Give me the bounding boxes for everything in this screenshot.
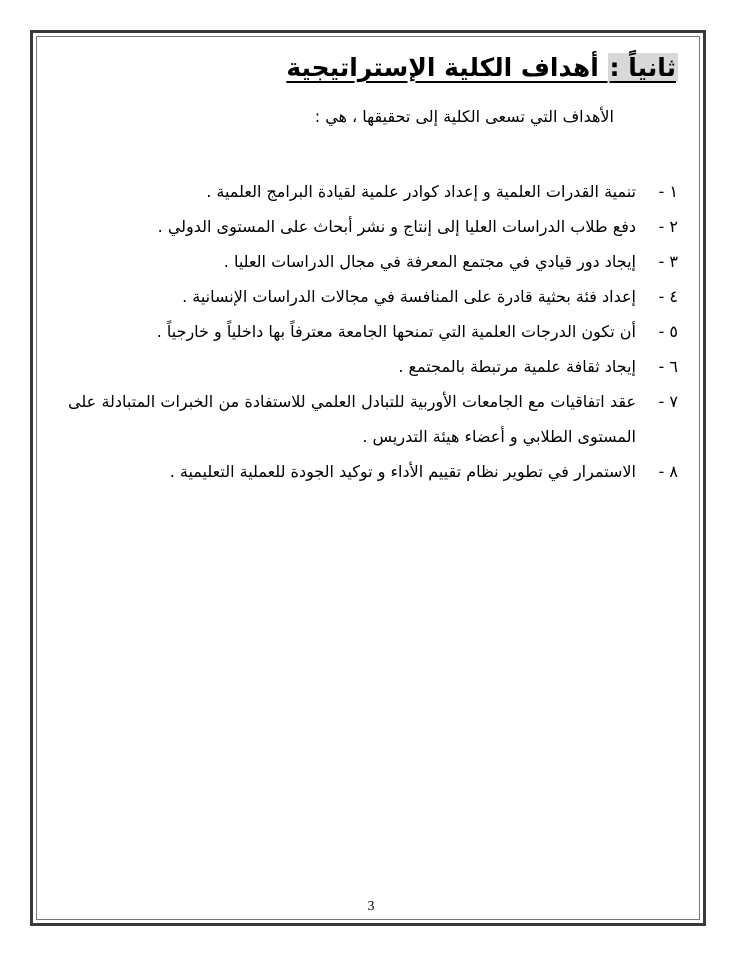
goal-number: ٢ -: [658, 217, 678, 236]
goal-text: تنمية القدرات العلمية و إعداد كوادر علمية لقيادة البرامج العلمية .: [206, 182, 636, 201]
intro-text: الأهداف التي تسعى الكلية إلى تحقيقها ، هي :: [314, 107, 614, 126]
goals-list: [68, 174, 678, 489]
goal-item: [68, 279, 678, 314]
goal-item: [68, 384, 678, 454]
goal-text: أن تكون الدرجات العلمية التي تمنحها الجامعة معترفاً بها داخلياً و خارجياً .: [156, 322, 636, 341]
goal-item: [68, 174, 678, 209]
goal-number: ٤ -: [658, 287, 678, 306]
section-title-prefix: ثانياً :: [609, 53, 676, 82]
section-title: [286, 48, 678, 88]
goal-text: عقد اتفاقيات مع الجامعات الأوربية للتبادل العلمي للاستفادة من الخبرات المتبادلة على المستوى الطلابي و أعضاء هيئة التدريس .: [68, 392, 636, 446]
goal-text: دفع طلاب الدراسات العليا إلى إنتاج و نشر أبحاث على المستوى الدولي .: [157, 217, 636, 236]
goal-text: إيجاد دور قيادي في مجتمع المعرفة في مجال الدراسات العليا .: [223, 252, 636, 271]
goal-number: ٦ -: [658, 357, 678, 376]
goal-item: [68, 209, 678, 244]
goal-item: [68, 454, 678, 489]
section-title-main: أهداف الكلية الإستراتيجية: [286, 53, 608, 82]
goal-item: [68, 244, 678, 279]
goal-item: [68, 314, 678, 349]
goal-number: ١ -: [658, 182, 678, 201]
goal-text: إيجاد ثقافة علمية مرتبطة بالمجتمع .: [398, 357, 636, 376]
goal-item: [68, 349, 678, 384]
goal-text: الاستمرار في تطوير نظام تقييم الأداء و توكيد الجودة للعملية التعليمية .: [169, 462, 636, 481]
page-number: 3: [367, 899, 375, 914]
goal-number: ٥ -: [658, 322, 678, 341]
goal-number: ٧ -: [658, 392, 678, 411]
goal-number: ٨ -: [658, 462, 678, 481]
goal-text: إعداد فئة بحثية قادرة على المنافسة في مجالات الدراسات الإنسانية .: [182, 287, 636, 306]
goal-number: ٣ -: [658, 252, 678, 271]
